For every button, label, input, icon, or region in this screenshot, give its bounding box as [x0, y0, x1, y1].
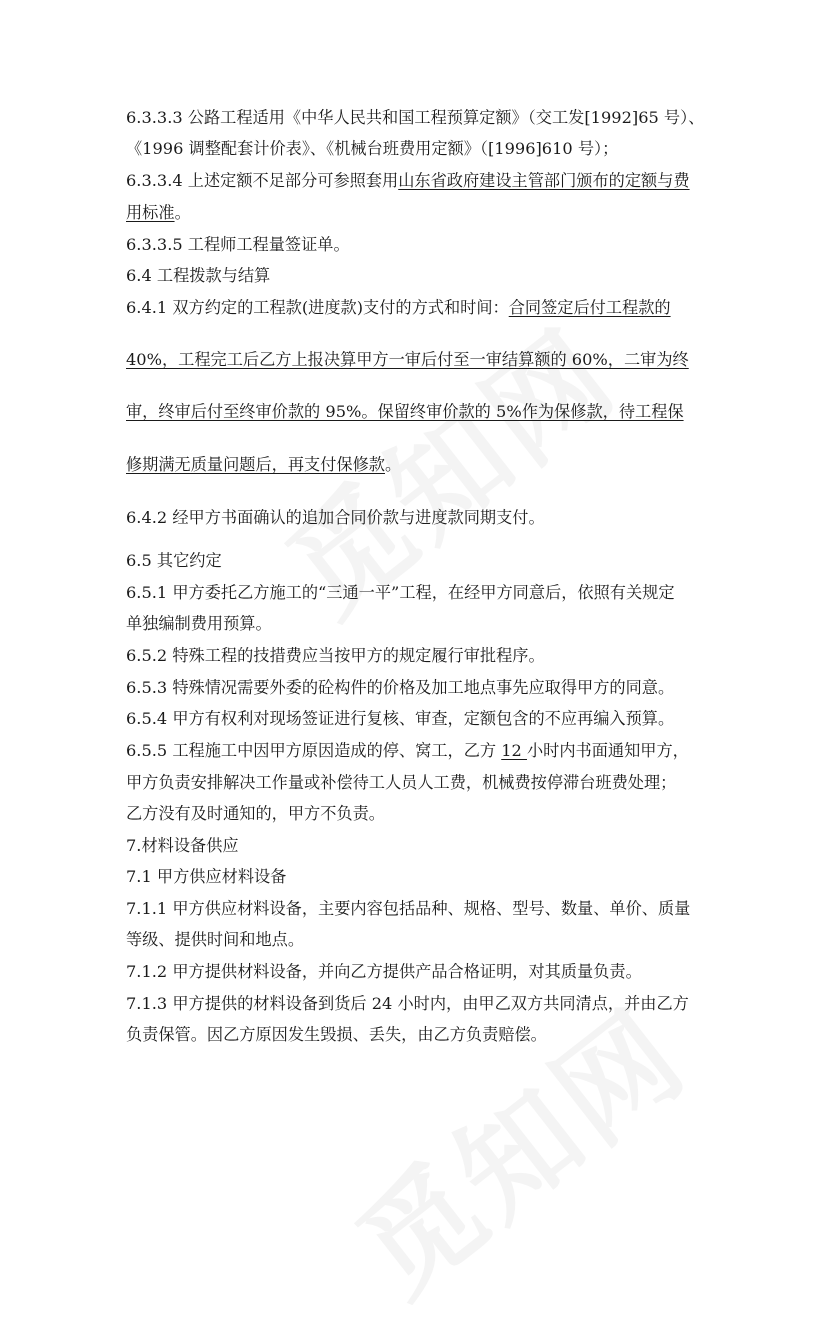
underlined-fill: 山东省政府建设主管部门颁布的定额与费 — [398, 171, 690, 190]
clause-6-5-3: 6.5.3 特殊情况需要外委的砼构件的价格及加工地点事先应取得甲方的同意。 — [126, 678, 675, 697]
heading-7: 7.材料设备供应 — [126, 836, 239, 855]
underlined-fill: 审，终审后付至终审价款的 95%。保留终审价款的 5%作为保修款，待工程保 — [126, 402, 684, 421]
clause-6-3-3-3-line-2: 《1996 调整配套计价表》、《机械台班费用定额》（[1996]610 号）； — [126, 139, 619, 158]
clause-7-1-1-line-1: 7.1.1 甲方供应材料设备，主要内容包括品种、规格、型号、数量、单价、质量 — [126, 899, 691, 918]
underlined-fill: 40%，工程完工后乙方上报决算甲方一审后付至一审结算额的 60%，二审为终 — [126, 350, 689, 369]
heading-7-1: 7.1 甲方供应材料设备 — [126, 867, 287, 886]
clause-6-5-1-line-2: 单独编制费用预算。 — [126, 614, 272, 633]
clause-text: 。 — [174, 203, 191, 222]
clause-6-5-4: 6.5.4 甲方有权利对现场签证进行复核、审查，定额包含的不应再编入预算。 — [126, 709, 675, 728]
heading-6-5: 6.5 其它约定 — [126, 551, 222, 570]
clause-6-4-2: 6.4.2 经甲方书面确认的追加合同价款与进度款同期支付。 — [126, 508, 545, 527]
clause-6-3-3-3-line-1: 6.3.3.3 公路工程适用《中华人民共和国工程预算定额》（交工发[1992]65 号）、 — [126, 108, 705, 127]
clause-text: 6.4.1 双方约定的工程款(进度款)支付的方式和时间： — [126, 298, 509, 317]
clause-text: 小时内书面通知甲方， — [526, 741, 689, 760]
underlined-fill: 用标准 — [126, 203, 175, 222]
clause-text: 6.5.5 工程施工中因甲方原因造成的停、窝工，乙方 — [126, 741, 502, 760]
clause-6-4-1-line-1 — [126, 297, 716, 319]
clause-7-1-2: 7.1.2 甲方提供材料设备，并向乙方提供产品合格证明，对其质量负责。 — [126, 962, 642, 981]
watermark — [317, 964, 715, 1327]
clause-6-3-3-4-line-2 — [126, 202, 716, 224]
clause-text: 。 — [385, 455, 402, 474]
clause-7-1-3-line-1: 7.1.3 甲方提供的材料设备到货后 24 小时内，由甲乙双方共同清点，并由乙方 — [126, 994, 689, 1013]
clause-6-5-5-line-1 — [126, 740, 716, 762]
clause-6-4-1-line-3 — [126, 401, 716, 423]
clause-6-5-1-line-1: 6.5.1 甲方委托乙方施工的“三通一平”工程，在经甲方同意后，依照有关规定 — [126, 583, 675, 602]
underlined-fill: 修期满无质量问题后，再支付保修款 — [126, 455, 385, 474]
clause-6-5-5-line-3: 乙方没有及时通知的，甲方不负责。 — [126, 804, 385, 823]
heading-6-4: 6.4 工程拨款与结算 — [126, 266, 271, 285]
clause-6-4-1-line-2 — [126, 349, 716, 371]
clause-7-1-1-line-2: 等级、提供时间和地点。 — [126, 930, 305, 949]
clause-6-5-2: 6.5.2 特殊工程的技措费应当按甲方的规定履行审批程序。 — [126, 646, 545, 665]
clause-6-4-1-line-4 — [126, 454, 716, 476]
clause-7-1-3-line-2: 负责保管。因乙方原因发生毁损、丢失，由乙方负责赔偿。 — [126, 1025, 547, 1044]
clause-text: 6.3.3.4 上述定额不足部分可参照套用 — [126, 171, 399, 190]
clause-6-3-3-5: 6.3.3.5 工程师工程量签证单。 — [126, 235, 350, 254]
clause-6-3-3-4-line-1 — [126, 170, 716, 192]
underlined-fill: 合同签定后付工程款的 — [508, 298, 671, 317]
clause-6-5-5-line-2: 甲方负责安排解决工作量或补偿待工人员人工费，机械费按停滞台班费处理； — [126, 773, 677, 792]
notice-hours: 12 — [501, 741, 527, 760]
